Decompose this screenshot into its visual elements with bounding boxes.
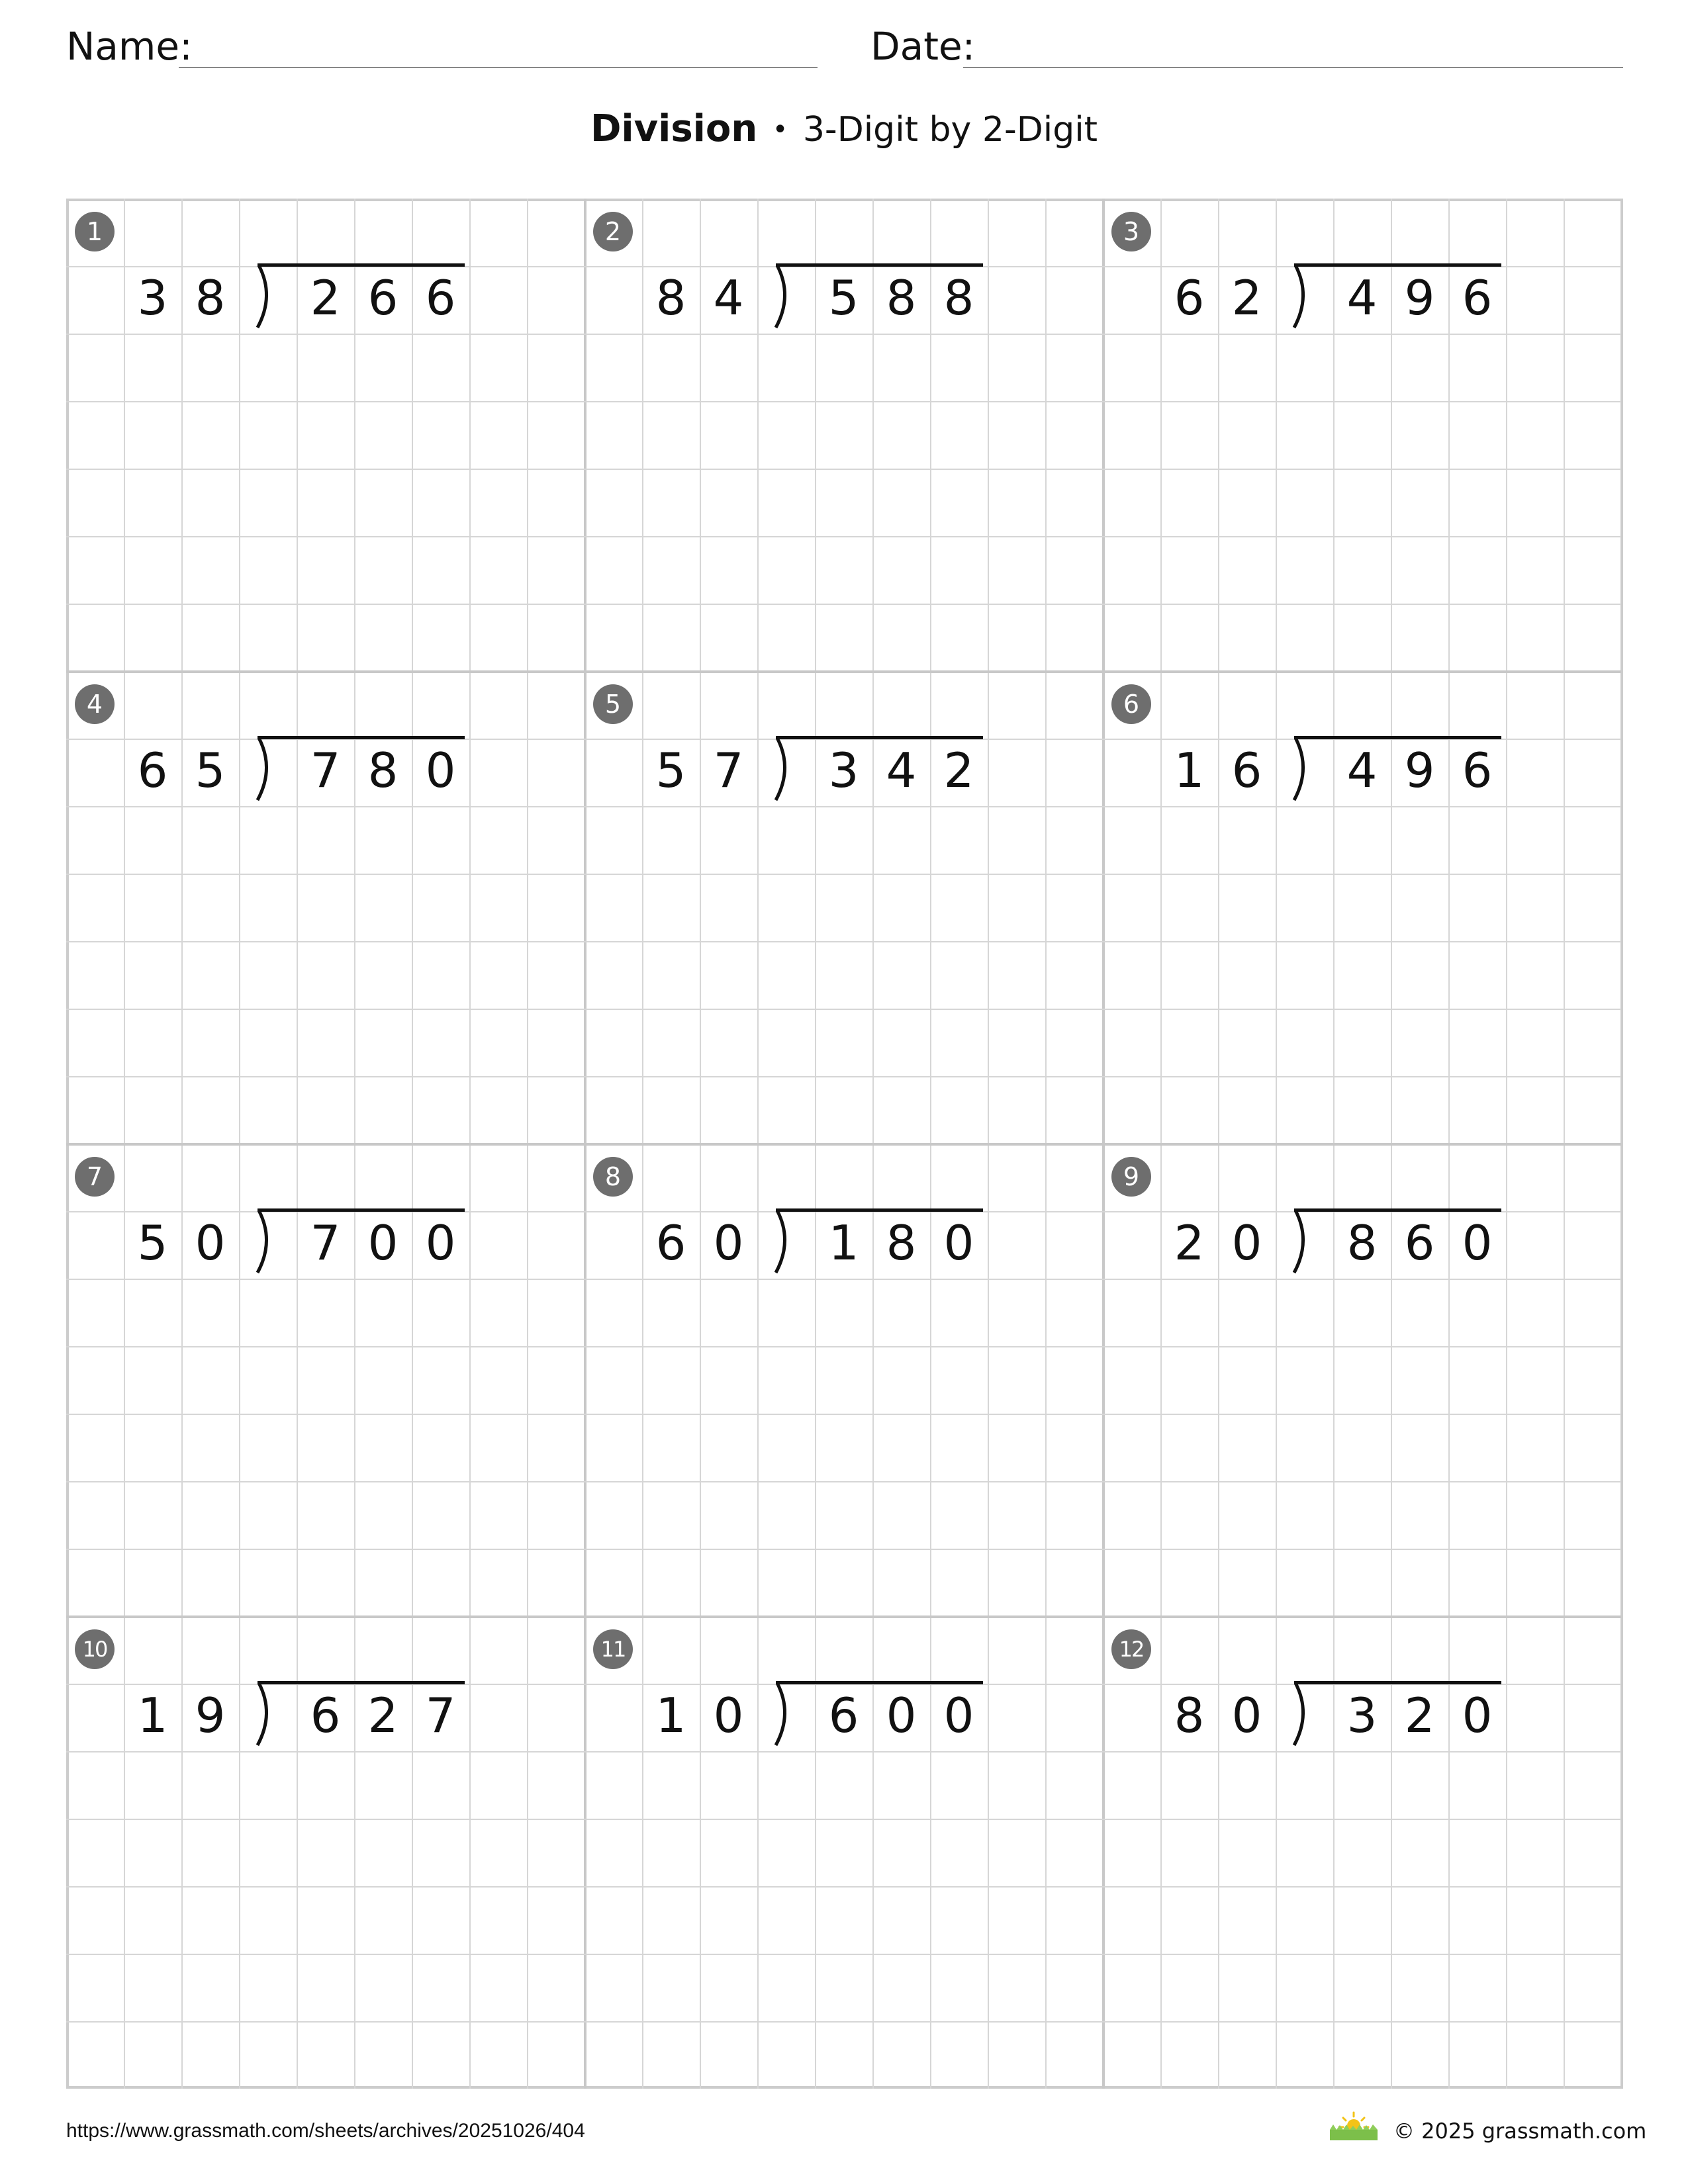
divisor-digit: 1 (1174, 743, 1205, 798)
divisor-digit: 4 (713, 270, 744, 326)
problem-number-badge: 12 (1111, 1629, 1151, 1669)
division-bracket (771, 264, 797, 330)
grid-line-horizontal (66, 1751, 1621, 1752)
name-field-line[interactable] (179, 67, 818, 68)
dividend-digit: 6 (425, 270, 456, 326)
dividend-digit: 8 (886, 270, 917, 326)
division-bracket (252, 1682, 279, 1748)
date-field-line[interactable] (963, 67, 1623, 68)
dividend-digit: 0 (1462, 1215, 1493, 1271)
divisor-digit: 8 (655, 270, 686, 326)
grid-line-horizontal (66, 1414, 1621, 1415)
divisor-digit: 8 (195, 270, 226, 326)
divisor-digit: 2 (1174, 1215, 1205, 1271)
dividend-digit: 9 (1404, 270, 1435, 326)
divisor-digit: 6 (1174, 270, 1205, 326)
dividend-digit: 5 (828, 270, 859, 326)
dividend-digit: 7 (310, 743, 341, 798)
dividend-digit: 6 (1462, 743, 1493, 798)
grid-line-horizontal (66, 1886, 1621, 1888)
page-title (0, 103, 1688, 159)
dividend-digit: 0 (886, 1688, 917, 1743)
dividend-digit: 3 (1346, 1688, 1378, 1743)
divisor-digit: 6 (655, 1215, 686, 1271)
divisor-digit: 2 (1231, 270, 1262, 326)
grid-line-horizontal (66, 1076, 1621, 1077)
divisor-digit: 0 (713, 1215, 744, 1271)
divisor-digit: 5 (655, 743, 686, 798)
dividend-digit: 2 (1404, 1688, 1435, 1743)
dividend-digit: 6 (828, 1688, 859, 1743)
problem-number-badge: 6 (1111, 684, 1151, 724)
grid-line-horizontal (66, 874, 1621, 875)
grid-line-horizontal (66, 941, 1621, 942)
grid-line-horizontal (66, 334, 1621, 335)
problem-number-badge: 2 (593, 212, 633, 251)
dividend-digit: 2 (310, 270, 341, 326)
title-separator: • (772, 114, 788, 145)
grid-line-horizontal (66, 2021, 1621, 2023)
divisor-digit: 1 (137, 1688, 168, 1743)
dividend-digit: 3 (828, 743, 859, 798)
grid-line-horizontal (66, 1549, 1621, 1550)
section-divider-horizontal (66, 1615, 1621, 1618)
divisor-digit: 6 (137, 743, 168, 798)
division-bracket (1289, 1682, 1315, 1748)
division-bracket (771, 1682, 797, 1748)
grid-line-horizontal (66, 1954, 1621, 1955)
grid-line-horizontal (66, 1009, 1621, 1010)
date-label: Date: (870, 24, 976, 69)
division-bracket (252, 1209, 279, 1275)
title-subtitle: 3-Digit by 2-Digit (802, 110, 1098, 150)
dividend-digit: 8 (943, 270, 974, 326)
divisor-digit: 5 (137, 1215, 168, 1271)
dividend-digit: 8 (886, 1215, 917, 1271)
division-bracket (1289, 1209, 1315, 1275)
section-divider-horizontal (66, 670, 1621, 673)
divisor-digit: 6 (1231, 743, 1262, 798)
grid-line-horizontal (66, 536, 1621, 537)
title-main: Division (590, 107, 758, 150)
problem-number-badge: 4 (75, 684, 115, 724)
divisor-digit: 8 (1174, 1688, 1205, 1743)
problem-number-badge: 11 (593, 1629, 633, 1669)
dividend-digit: 4 (886, 743, 917, 798)
grid-line-horizontal (66, 1819, 1621, 1820)
divisor-digit: 5 (195, 743, 226, 798)
dividend-digit: 0 (943, 1215, 974, 1271)
dividend-digit: 0 (367, 1215, 399, 1271)
section-divider-horizontal (66, 1143, 1621, 1146)
grass-icon (1330, 2124, 1378, 2140)
division-bracket (1289, 264, 1315, 330)
grid-line-horizontal (66, 1481, 1621, 1482)
divisor-digit: 0 (713, 1688, 744, 1743)
dividend-digit: 2 (943, 743, 974, 798)
dividend-digit: 0 (425, 1215, 456, 1271)
dividend-digit: 2 (367, 1688, 399, 1743)
grid-line-horizontal (66, 469, 1621, 470)
divisor-digit: 0 (1231, 1215, 1262, 1271)
dividend-digit: 6 (310, 1688, 341, 1743)
problem-number-badge: 8 (593, 1157, 633, 1197)
problem-number-badge: 10 (75, 1629, 115, 1669)
dividend-digit: 6 (1462, 270, 1493, 326)
dividend-digit: 6 (1404, 1215, 1435, 1271)
dividend-digit: 9 (1404, 743, 1435, 798)
dividend-digit: 0 (1462, 1688, 1493, 1743)
problem-number-badge: 3 (1111, 212, 1151, 251)
dividend-digit: 8 (1346, 1215, 1378, 1271)
divisor-digit: 0 (1231, 1688, 1262, 1743)
grid-line-horizontal (66, 604, 1621, 605)
dividend-digit: 7 (425, 1688, 456, 1743)
problem-number-badge: 1 (75, 212, 115, 251)
grid-line-horizontal (66, 1279, 1621, 1280)
dividend-digit: 0 (943, 1688, 974, 1743)
divisor-digit: 0 (195, 1215, 226, 1271)
divisor-digit: 9 (195, 1688, 226, 1743)
division-bracket (771, 1209, 797, 1275)
grid-line-horizontal (66, 401, 1621, 402)
dividend-digit: 6 (367, 270, 399, 326)
dividend-digit: 7 (310, 1215, 341, 1271)
dividend-digit: 4 (1346, 743, 1378, 798)
dividend-digit: 1 (828, 1215, 859, 1271)
problem-number-badge: 5 (593, 684, 633, 724)
problem-number-badge: 7 (75, 1157, 115, 1197)
dividend-digit: 4 (1346, 270, 1378, 326)
divisor-digit: 7 (713, 743, 744, 798)
footer-copyright: © 2025 grassmath.com (1393, 2118, 1647, 2144)
grid-line-horizontal (66, 1346, 1621, 1347)
problem-number-badge: 9 (1111, 1157, 1151, 1197)
divisor-digit: 3 (137, 270, 168, 326)
division-bracket (771, 737, 797, 803)
dividend-digit: 0 (425, 743, 456, 798)
grid-line-horizontal (66, 806, 1621, 807)
footer-url: https://www.grassmath.com/sheets/archives/20251026/404 (66, 2120, 585, 2142)
grass-sun-logo-icon (1327, 2110, 1380, 2142)
dividend-digit: 8 (367, 743, 399, 798)
division-bracket (252, 737, 279, 803)
division-bracket (252, 264, 279, 330)
divisor-digit: 1 (655, 1688, 686, 1743)
name-label: Name: (66, 24, 193, 69)
division-bracket (1289, 737, 1315, 803)
worksheet-grid (66, 199, 1623, 2089)
